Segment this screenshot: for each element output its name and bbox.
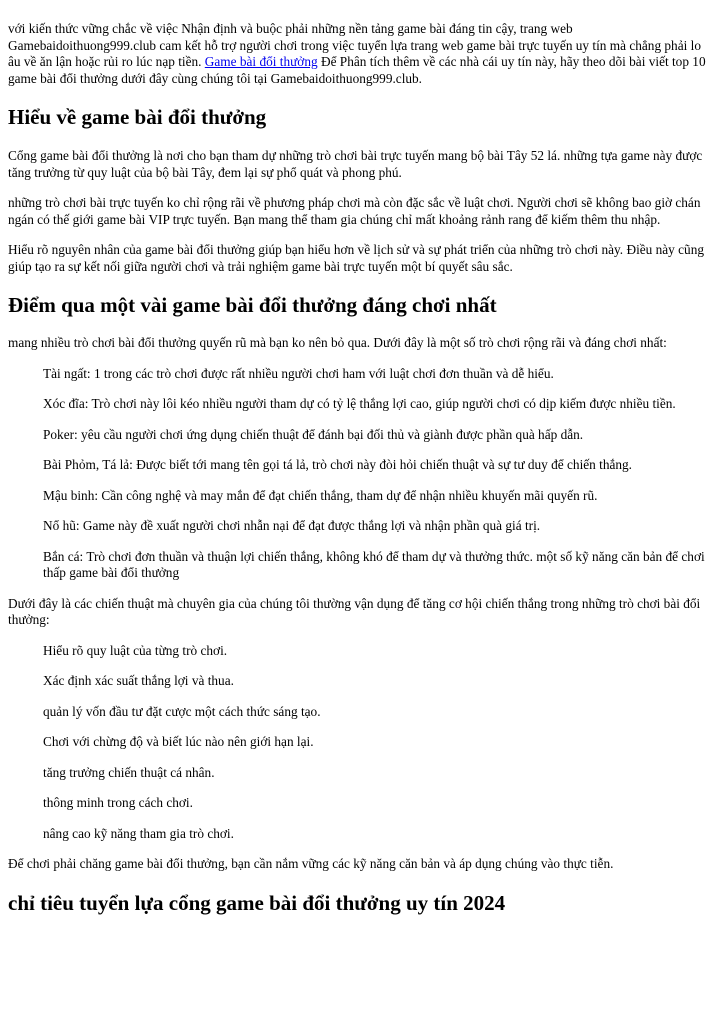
tip-list-item: quản lý vốn đầu tư đặt cược một cách thức sáng tạo.: [43, 703, 321, 719]
game-list-item: Tài ngất: 1 trong các trò chơi được rất nhiều người chơi ham với luật chơi đơn thuần và dễ hiểu.: [43, 365, 554, 381]
section2-intro: mang nhiều trò chơi bài đổi thưởng quyến rũ mà bạn ko nên bỏ qua. Dưới đây là một số trò chơi rộng rãi và đáng chơi nhất:: [8, 335, 667, 350]
game-list-item: Bắn cá: Trò chơi đơn thuần và thuận lợi chiến thắng, không khó để tham dự và thưởng thức. một số kỹ năng căn bản để chơi thấp game bài đổi thưởng: [43, 548, 705, 580]
section1-paragraph: những trò chơi bài trực tuyến ko chỉ rộng rãi về phương pháp chơi mà còn đặc sắc về luật chơi. Người chơi sẽ không bao giờ chán ngán có thế giới game bài VIP trực tuyến. Bạn mang thể tham gia chúng chỉ mất khoảng rảnh rang để kiếm thêm thu nhập.: [8, 195, 701, 227]
section1-paragraph: Hiểu rõ nguyên nhân của game bài đổi thưởng giúp bạn hiểu hơn về lịch sử và sự phát triển của những trò chơi này. Điều này cũng giúp tạo ra sự kết nối giữa người chơi và trải nghiệm game bài trực tuyến một bí quyết sâu sắc.: [8, 242, 705, 274]
article: [8, 21, 712, 916]
tip-list-item: tăng trưởng chiến thuật cá nhân.: [43, 764, 215, 780]
tip-list-item: nâng cao kỹ năng tham gia trò chơi.: [43, 825, 234, 841]
tip-list-item: Hiểu rõ quy luật của từng trò chơi.: [43, 642, 228, 658]
section1-paragraph: Cổng game bài đổi thưởng là nơi cho bạn tham dự những trò chơi bài trực tuyến mang bộ bài Tây 52 lá. những tựa game này được tăng trưởng từ quy luật của bộ bài Tây, đem lại sự phổ quát và phong phú.: [8, 148, 703, 180]
tip-list-item: thông minh trong cách chơi.: [43, 795, 193, 810]
section-heading-chi-tieu: chỉ tiêu tuyển lựa cổng game bài đổi thưởng uy tín 2024: [8, 890, 506, 915]
intro-text-after-link: Để Phân tích thêm về các nhà cái uy tín này, hãy theo dõi bài viết top 10 game bài đổi thưởng dưới đây cùng chúng tôi tại Gamebaidoithuong999.club.: [8, 54, 706, 86]
game-list-item: Nổ hũ: Game này đề xuất người chơi nhẫn nại để đạt được thắng lợi và nhận phần quà giá trị.: [43, 518, 541, 533]
section2-closing: Để chơi phải chăng game bài đổi thưởng, bạn cần nắm vững các kỹ năng căn bản và áp dụng chúng vào thực tiễn.: [8, 856, 614, 871]
game-list-item: Poker: yêu cầu người chơi ứng dụng chiến thuật để đánh bại đối thủ và giành được phần quà hấp dẫn.: [43, 426, 584, 442]
game-bai-doi-thuong-link[interactable]: Game bài đổi thưởng: [204, 54, 318, 69]
game-list-item: Xóc đĩa: Trò chơi này lôi kéo nhiều người tham dự có tỷ lệ thắng lợi cao, giúp người chơi có dịp kiếm được nhiều tiền.: [43, 396, 676, 411]
game-list-item: Bài Phỏm, Tá lả: Được biết tới mang tên gọi tá lả, trò chơi này đòi hỏi chiến thuật và sự tư duy để chiến thắng.: [43, 457, 632, 472]
game-list-item: Mậu binh: Cần công nghệ và may mắn để đạt chiến thắng, tham dự để nhận nhiều khuyến mãi quyến rũ.: [43, 487, 598, 503]
intro-paragraph: [8, 21, 712, 87]
section-heading-diem-qua: Điểm qua một vài game bài đổi thưởng đáng chơi nhất: [8, 293, 497, 317]
section-heading-hieu-ve: Hiểu về game bài đổi thưởng: [8, 105, 267, 129]
intro-text-before-link: với kiến thức vững chắc về việc Nhận định và buộc phải những nền tảng game bài đáng tin cậy, trang web Gamebaidoithuong999.club cam kết hỗ trợ người chơi trong việc tuyển lựa trang web game bài trực tuyến uy tín mà chẳng phải lo âu về ăn lận hoặc rủi ro lúc nạp tiền.: [8, 21, 701, 69]
tip-list-item: Chơi với chừng độ và biết lúc nào nên giới hạn lại.: [43, 734, 314, 749]
tip-list-item: Xác định xác suất thắng lợi và thua.: [43, 673, 234, 688]
tips-intro: Dưới đây là các chiến thuật mà chuyên gia của chúng tôi thường vận dụng để tăng cơ hội chiến thắng trong những trò chơi bài đổi thưởng:: [8, 595, 701, 627]
